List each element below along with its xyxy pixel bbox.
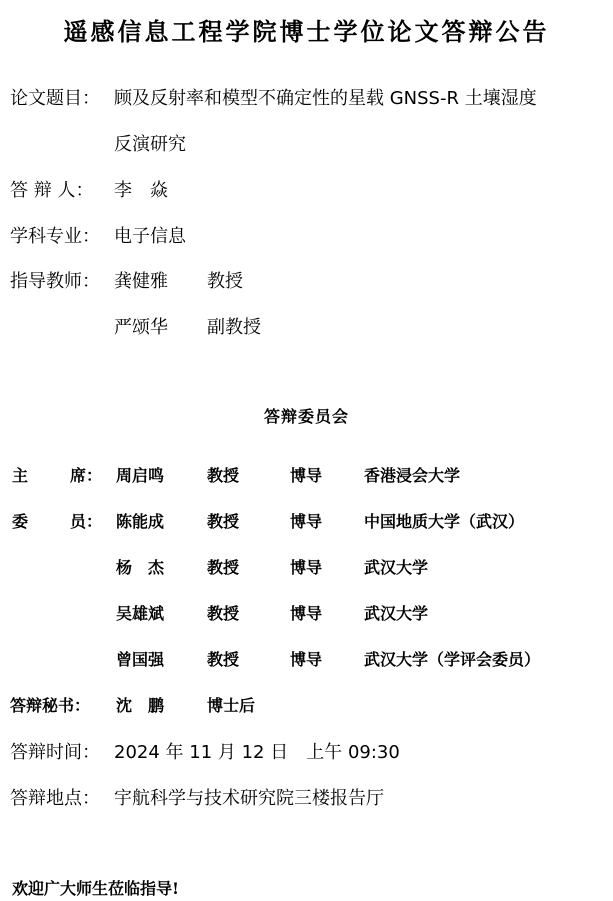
supervisor-title: 副教授 [207, 317, 261, 338]
member-title: 教授 [207, 512, 240, 531]
defense-place-value: 宇航科学与技术研究院三楼报告厅 [114, 788, 384, 809]
page-title: 遥感信息工程学院博士学位论文答辩公告 [63, 17, 550, 46]
supervisor-name: 严颂华 [114, 317, 168, 338]
thesis-title-line2: 反演研究 [114, 134, 186, 155]
respondent-label: 答 辩 人： [10, 180, 94, 201]
member-tutor: 博导 [290, 466, 323, 485]
member-title: 教授 [207, 650, 240, 669]
supervisor-label: 指导教师： [10, 271, 100, 292]
member-name: 周启鸣 [116, 466, 165, 485]
member-name: 曾国强 [116, 650, 165, 669]
member-tutor: 博导 [290, 512, 323, 531]
member-role-char: 委 [12, 512, 29, 531]
supervisor-title: 教授 [207, 271, 243, 292]
thesis-title-line1: 顾及反射率和模型不确定性的星载 GNSS-R 土壤湿度 [114, 88, 537, 109]
member-name: 吴雄斌 [116, 604, 165, 623]
defense-place-label: 答辩地点： [10, 788, 100, 809]
secretary-title: 博士后 [207, 696, 256, 715]
chair-role-char: 席： [70, 466, 103, 485]
chair-role-char: 主 [12, 466, 29, 485]
chair-role-label [12, 463, 102, 486]
member-org: 武汉大学 [364, 558, 429, 577]
thesis-label: 论文题目： [10, 88, 100, 109]
member-title: 教授 [207, 558, 240, 577]
member-name: 杨 杰 [116, 558, 165, 577]
major-value: 电子信息 [114, 226, 186, 247]
member-title: 教授 [207, 466, 240, 485]
committee-heading: 答辩委员会 [263, 407, 349, 426]
member-org: 武汉大学（学评会委员） [364, 650, 541, 669]
member-name: 陈能成 [116, 512, 165, 531]
member-org: 中国地质大学（武汉） [364, 512, 525, 531]
member-tutor: 博导 [290, 650, 323, 669]
major-label: 学科专业： [10, 226, 100, 247]
supervisor-name: 龚健雅 [114, 271, 168, 292]
defense-time-label: 答辩时间： [10, 742, 100, 763]
secretary-label: 答辩秘书： [10, 696, 91, 715]
secretary-name: 沈 鹏 [116, 696, 165, 715]
member-org: 武汉大学 [364, 604, 429, 623]
member-title: 教授 [207, 604, 240, 623]
member-tutor: 博导 [290, 558, 323, 577]
welcome-message: 欢迎广大师生莅临指导! [12, 879, 180, 898]
member-org: 香港浸会大学 [364, 466, 461, 485]
member-role-char: 员： [70, 512, 103, 531]
member-role-label [12, 509, 102, 532]
defense-time-value: 2024 年 11 月 12 日 上午 09:30 [114, 742, 400, 763]
respondent-name: 李 焱 [114, 180, 168, 201]
member-tutor: 博导 [290, 604, 323, 623]
